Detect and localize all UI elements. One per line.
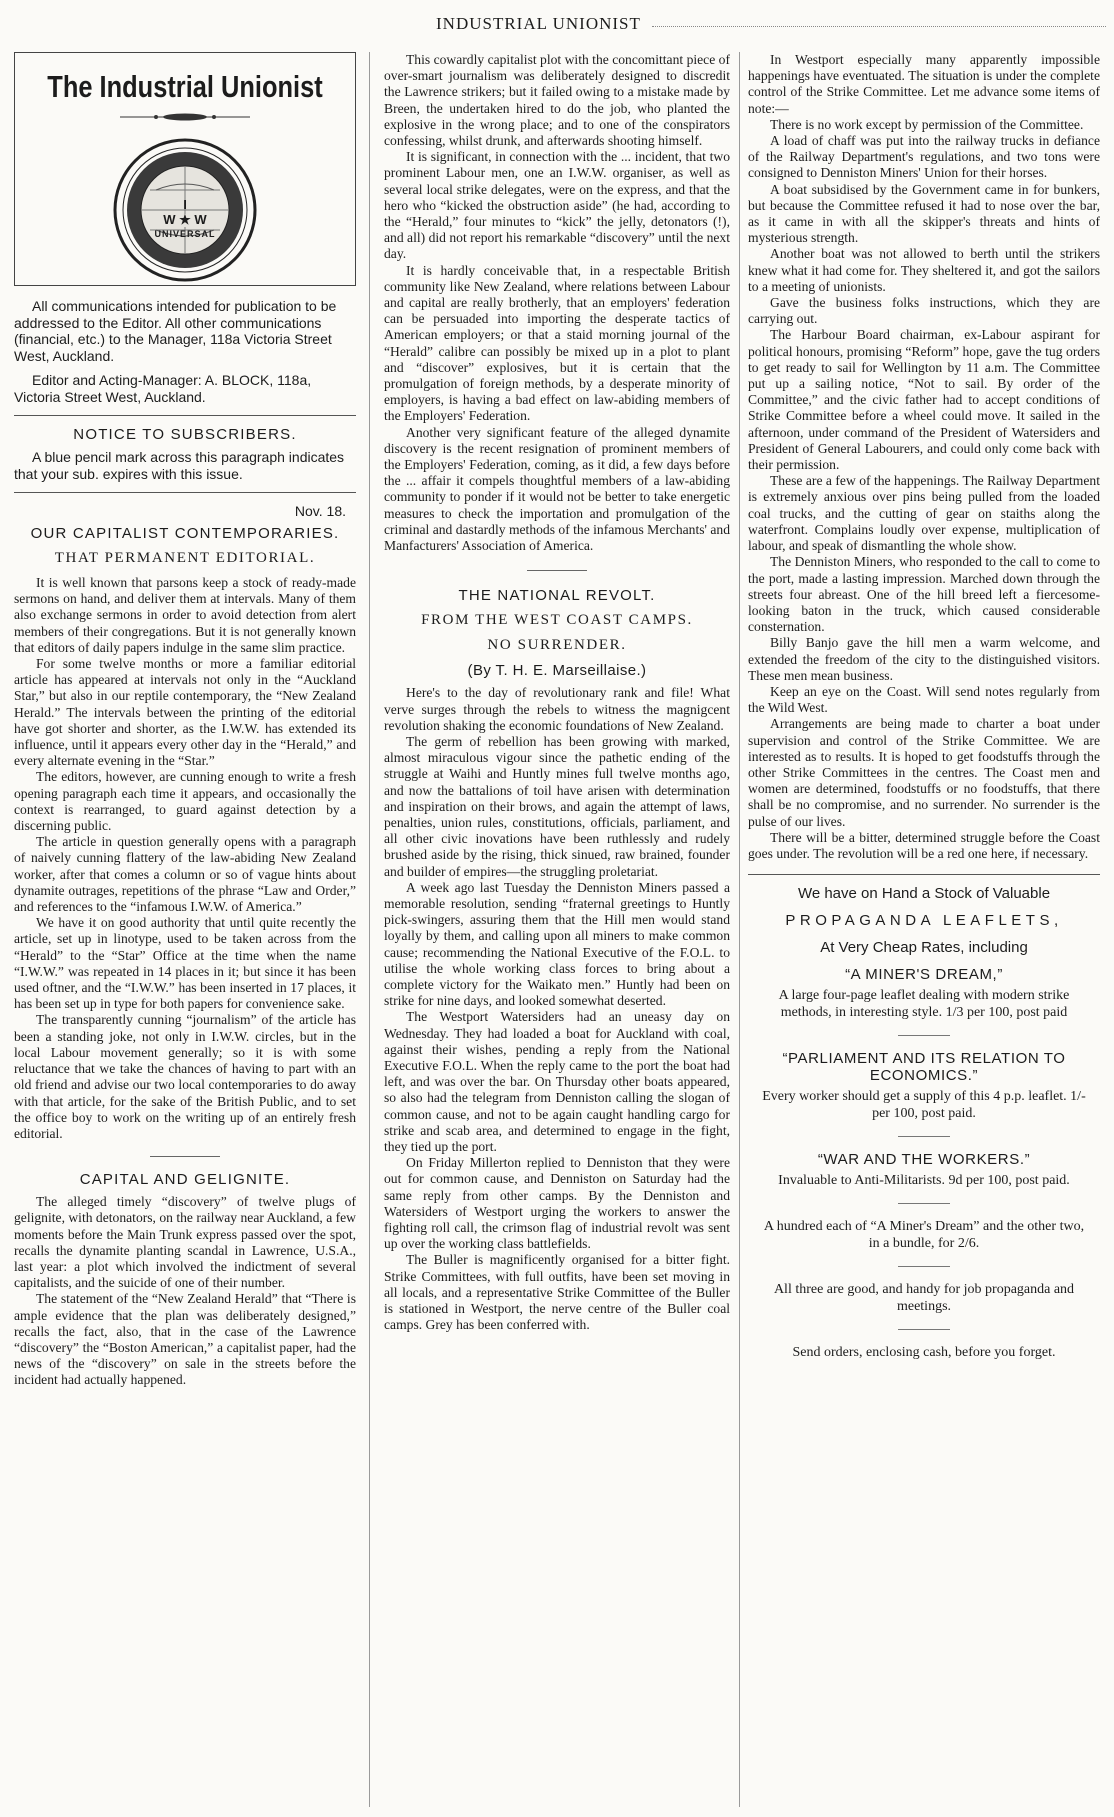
advert-item-1-title: “A MINER'S DREAM,” <box>845 966 1003 984</box>
gelignite-heading: CAPITAL AND GELIGNITE. <box>79 1171 291 1189</box>
paragraph: The alleged timely “discovery” of twelve plugs of gelignite, with detonators, on the railway near Auckland, a few moments before the Main Trunk express passed over the spot, recalls the dynamite planting scandal in Lawrence, U.S.A., last year: a plot which involved the indictment of several capitalists, and the suicide of one of their number. <box>14 1194 356 1291</box>
divider <box>898 1329 950 1330</box>
seal-text-ww: W ★ W <box>163 212 207 227</box>
divider <box>898 1035 950 1036</box>
contemporaries-article <box>14 575 356 1142</box>
paragraph: Keep an eye on the Coast. Will send notes regularly from the Wild West. <box>748 683 1100 716</box>
column-3 <box>748 52 1100 1807</box>
divider <box>150 1156 220 1157</box>
running-head <box>0 14 1114 42</box>
advert-intro: We have on Hand a Stock of Valuable <box>797 885 1051 903</box>
paragraph: The editors, however, are cunning enough to write a fresh opening paragraph each time it appears, and occasionally the context is rearranged, to guard against detection by a discerning public. <box>14 769 356 834</box>
paragraph: In Westport especially many apparently impossible happenings have eventuated. The situation is under the complete control of the Strike Committee. Let me advance some items of note:— <box>748 52 1100 116</box>
paragraph: There will be a bitter, determined struggle before the Coast goes under. The revolution will be a red one here, if necessary. <box>748 829 1100 861</box>
notice-heading: NOTICE TO SUBSCRIBERS. <box>73 426 297 443</box>
paragraph: The transparently cunning “journalism” of the article has been a standing joke, not only in I.W.W. circles, but in the local Labour movement generally; so it is with some reluctance that we take the chances of having to part with an old friend and advise our two local contemporaries to do away with that article, for the sake of the British Public, and to set the office boy to work on the writing up of an entirely fresh editorial. <box>14 1012 356 1141</box>
masthead <box>14 52 356 286</box>
paragraph: The Denniston Miners, who responded to the call to come to the port, made a lasting impression. Marched down through the streets four abreast. One of the hill breed left a fiercesome-looking baton in the truck, which caused considerable consternation. <box>748 554 1100 635</box>
paragraph: There is no work except by permission of the Committee. <box>770 116 1084 132</box>
column-rule-2 <box>739 52 740 1807</box>
paragraph: It is significant, in connection with the ... incident, that two prominent Labour men, one an I.W.W. organiser, as well as several local strike delegates, were on the express, and that the hero who “kicked the obstruction aside” (he had, according to the “Herald,” four minutes to “kick” the jelly, detonators (!), and all) did not report his remarkable “discovery” until the next day. <box>384 149 730 262</box>
paragraph: A boat subsidised by the Government came in for bunkers, but because the Committee refused it had to nose over the bar, as it came in with all the skipper's threats and hints of mysterious strength. <box>748 181 1100 246</box>
paragraph: The Westport Watersiders had an uneasy day on Wednesday. They had loaded a boat for Auckland with coal, against their wishes, pending a reply from the National Executive F.O.L. When the reply came to the port the boat had left, and was over the bar. On Thursday other boats appeared, so also had the telegram from Denniston calling the slogan of common cause, and not to be again caught handling cargo for strike and scab area, and determined to engage in the fight, they tied up the port. <box>384 1009 730 1154</box>
paragraph: Another boat was not allowed to berth until the strikers knew what it had come for. They sheltered it, and got the sailors to a meeting of unionists. <box>748 246 1100 294</box>
paragraph: These are a few of the happenings. The Railway Department is extremely anxious over pins being pulled from the loaded coal trucks, and the cutting of gear on staiths along the waterfront. Complains loudly over expense, multiplication of labour, and speak of dismantling the whole show. <box>748 473 1100 554</box>
advert-item-3-text: Invaluable to Anti-Militarists. 9d per 100, post paid. <box>778 1173 1070 1189</box>
revolt-article <box>384 685 730 1333</box>
paragraph: Here's to the day of revolutionary rank and file! What verve surges through the rebels to witness the magnigcent revolution shaking the economic foundations of New Zealand. <box>384 685 730 733</box>
advert-rates: At Very Cheap Rates, including <box>820 939 1028 957</box>
advert-item-2-title: “PARLIAMENT AND ITS RELATION TO ECONOMICS.” <box>782 1050 1066 1085</box>
paragraph: The Harbour Board chairman, ex-Labour aspirant for political honours, promising “Reform” hope, gave the tug orders to get ready to sail for Wellington by 11 a.m. The Committee put up a sailing notice, “Not to sail. By order of the Committee,” and the civic father had to accept conditions of Strike Committee before a wheel could move. It sailed in the afternoon, under command of the President of Watersiders and President of General Labourers, and could only come back with their permission. <box>748 327 1100 473</box>
running-head-title: INDUSTRIAL UNIONIST <box>436 14 641 33</box>
divider <box>898 1203 950 1204</box>
seal-text-i: I <box>183 197 187 212</box>
paragraph: A load of chaff was put into the railway trucks in defiance of the Railway Department's regulations, and two tons were consigned to Denniston Miners' Union for their horses. <box>748 133 1100 181</box>
leaflets-advert <box>748 885 1100 1361</box>
paragraph: We have it on good authority that until quite recently the article, set up in linotype, used to be taken across from the “Herald” to the “Star” Office at the time when the name “I.W.W.” was repeated in 14 places in it; but since it has been used oftner, and the “I.W.W.” has been inserted in 17 places, it has been set up in type for both papers for convenience sake. <box>14 915 356 1012</box>
contemporaries-heading: OUR CAPITALIST CONTEMPORARIES. <box>30 525 340 542</box>
paragraph: This cowardly capitalist plot with the concomittant piece of over-smart journalism was deliberately designed to discredit the Lawrence strikers; but it failed owing to a mistake made by Breen, the undertaken hired to do the job, who planted the explosive in the wrong place; and to one of the conspirators confessing, whilst drunk, and afterwards shooting himself. <box>384 52 730 149</box>
paragraph: The article in question generally opens with a paragraph of naively cunning flattery of the law-abiding New Zealand worker, after that comes a column or so of vague hints about dynamite outrages, repetitions of the phrase “Law and Order,” and references to the “infamous I.W.W. of America.” <box>14 834 356 915</box>
gelignite-article-cont <box>384 52 730 554</box>
notice-text: A blue pencil mark across this paragraph indicates that your sub. expires with this issue. <box>14 449 345 482</box>
paragraph: Billy Banjo gave the hill men a warm welcome, and extended the freedom of the city to the distinguished visitors. These men mean business. <box>748 635 1100 683</box>
ornament-divider <box>15 109 355 119</box>
paragraph: Another very significant feature of the alleged dynamite discovery is the recent resignation of prominent members of the Employers' Federation, coming, as it did, a few days before the ... affair it compels thoughtful members of a law-abiding community to ponder if it would not be better to take energetic measures to check the importation and promulgation of the criminal and dastardly methods of the infamous Merchants' and Manfacturers' Association of America. <box>384 424 730 554</box>
paragraph: On Friday Millerton replied to Denniston that they were out for common cause, and Denniston on Saturday had the same reply from other camps. By the Denniston and Watersiders of Westport urging the workers to answer the fighting roll call, the crimson flag of industrial revolt was sent up over the working class battlefields. <box>384 1155 730 1252</box>
divider <box>14 492 356 493</box>
paragraph: The Buller is magnificently organised for a bitter fight. Strike Committees, with full outfits, have been set moving in all locals, and a representative Strike Committee of the Buller is stationed in Westport, the nerve centre of the Buller coal camps. Grey has been conferred with. <box>384 1252 730 1333</box>
running-head-rule <box>652 26 1106 27</box>
advert-bundle-text: A hundred each of “A Miner's Dream” and the other two, in a bundle, for 2/6. <box>763 1219 1085 1252</box>
notice-block <box>14 449 356 482</box>
masthead-title: The Industrial Unionist <box>47 69 323 104</box>
advert-item-1-text: A large four-page leaflet dealing with modern strike methods, in interesting style. 1/3 per 100, post paid <box>778 988 1070 1021</box>
communications-text: All communications intended for publication to be addressed to the Editor. All other communications (financial, etc.) to the Manager, 118a Victoria Street West, Auckland. <box>14 298 337 364</box>
gelignite-article-start <box>14 1194 356 1388</box>
paragraph: It is well known that parsons keep a stock of ready-made sermons on hand, and deliver them at intervals. Many of them also exchange sermons in order to avoid detection from alert members of their congregations. But it is not generally known that editors of daily papers indulge in the same slim practice. <box>14 575 356 655</box>
advert-good-text: All three are good, and handy for job propaganda and meetings. <box>773 1282 1075 1315</box>
column-1 <box>14 52 356 1807</box>
revolt-subheading-2: NO SURRENDER. <box>487 637 627 654</box>
revolt-heading: THE NATIONAL REVOLT. <box>458 587 656 605</box>
advert-orders-text: Send orders, enclosing cash, before you forget. <box>792 1345 1056 1361</box>
issue-date: Nov. 18. <box>294 503 346 519</box>
seal-text-universal: UNIVERSAL <box>154 229 216 239</box>
divider <box>898 1136 950 1137</box>
advert-item-3-title: “WAR AND THE WORKERS.” <box>817 1151 1031 1169</box>
paragraph: The germ of rebellion has been growing with marked, almost miraculous vigour since the pathetic ending of the struggle at Waihi and Huntly mines full twelve months ago, and now the battalions of toil have arisen with determination and inspiration on their brows, and again the attempt of laws, penalties, union rules, constitutions, officials, parliament, and all other civic inovations have been ruthlessly and rudely brushed aside by the rising, thick sinued, raw brained, founder and builder of empires—the struggling proletariat. <box>384 733 730 879</box>
divider <box>527 570 587 571</box>
revolt-subheading: FROM THE WEST COAST CAMPS. <box>421 612 693 629</box>
divider <box>898 1266 950 1267</box>
revolt-byline: (By T. H. E. Marseillaise.) <box>467 662 647 680</box>
contemporaries-subheading: THAT PERMANENT EDITORIAL. <box>54 550 316 566</box>
paragraph: The statement of the “New Zealand Herald” that “There is ample evidence that the plan was deliberately designed,” recalls the fact, also, that in the case of the Lawrence “discovery” the “Boston American,” a capitalist paper, had the news of the “discovery” on sale in the streets before the incident had actually happened. <box>14 1291 356 1388</box>
paragraph: Gave the business folks instructions, which they are carrying out. <box>748 295 1100 327</box>
advert-item-2-text: Every worker should get a supply of this 4 p.p. leaflet. 1/- per 100, post paid. <box>762 1089 1086 1122</box>
contact-info <box>14 298 356 405</box>
paragraph: It is hardly conceivable that, in a respectable British community like New Zealand, where relations between Labour and capital are really brotherly, that an employers' federation can be persuaded into importing the desperate tactics of American employers; or that a staid morning journal of the “Herald” calibre can possibly be mixed up in a plot to plant and “discover” explosives, but it is certain that the promulgation of foreign methods, by a desperate minority of employers, is having a bad effect on law-abiding members of the Employers' Federation. <box>384 262 730 424</box>
column-rule-1 <box>369 52 370 1807</box>
column-2 <box>384 52 730 1807</box>
divider <box>748 874 1100 875</box>
divider <box>14 415 356 416</box>
advert-headline: PROPAGANDA LEAFLETS, <box>785 912 1063 930</box>
paragraph: Arrangements are being made to charter a boat under supervision and control of the Strike Committee. We are interested as to results. It is hoped to get foodstuffs through the other Strike Committees in the centres. The Coast men and women are determined, foodstuffs or no foodstuffs, that there shall be no compromise, and no surrender. No surrender is the pulse of our lives. <box>748 716 1100 829</box>
paragraph: A week ago last Tuesday the Denniston Miners passed a memorable resolution, sending “fraternal greetings to Huntly pick-swingers, assuring them that the Hill men would stand loyally by them, and calling upon all miners to make common cause; recommending the National Executive of the F.O.L. to utilise the whole working class forces to bring about a complete victory for the Waikato men.” Huntly had been on strike for nine days, and looked somewhat deserted. <box>384 879 730 1009</box>
revolt-article-cont <box>748 52 1100 862</box>
editor-text: Editor and Acting-Manager: A. BLOCK, 118a, Victoria Street West, Auckland. <box>14 372 312 405</box>
paragraph: For some twelve months or more a familiar editorial article has appeared at intervals not only in the “Auckland Star,” but also in our reptile contemporary, the “New Zealand Herald.” The intervals between the printing of the editorial have got shorter and shorter, as the I.W.W. has extended its influence, until it appears every other day in the “Herald,” and every alternate evening in the “Star.” <box>14 656 356 769</box>
